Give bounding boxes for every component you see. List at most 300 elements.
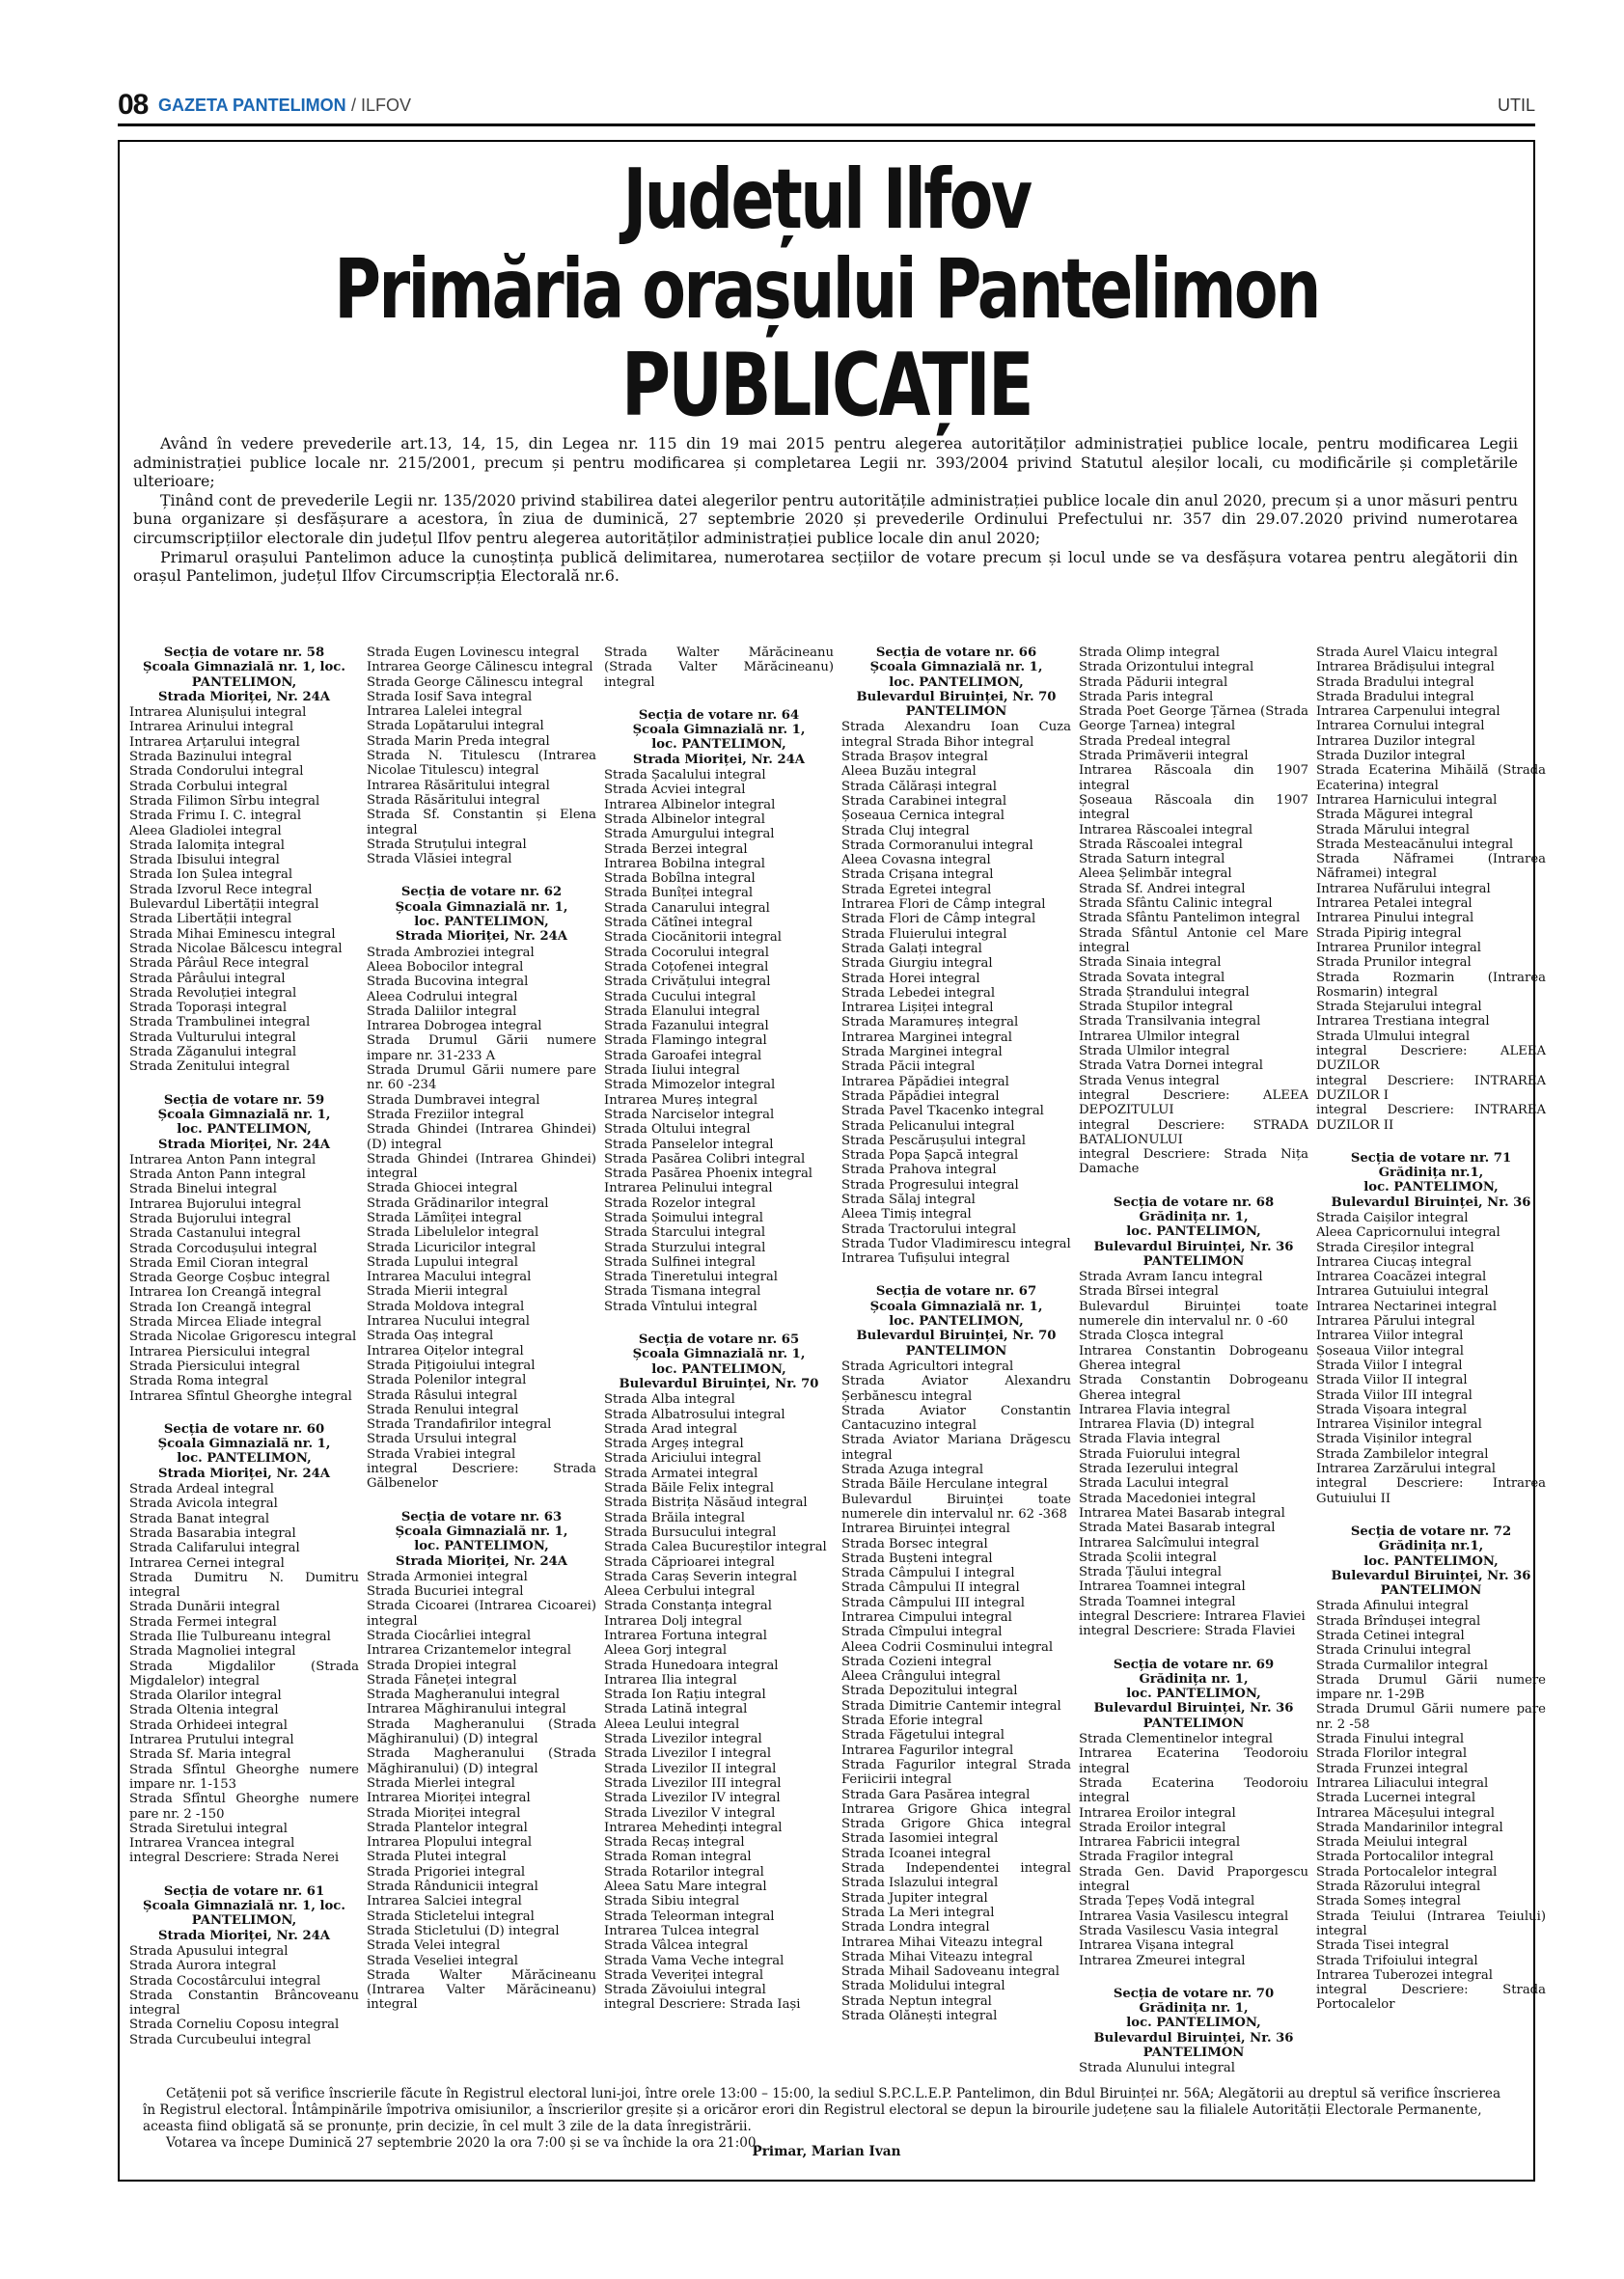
heading-line: PANTELIMON xyxy=(1142,1253,1245,1269)
street-line: Strada Galați integral xyxy=(841,941,982,956)
heading-line: loc. PANTELIMON, xyxy=(177,1451,312,1467)
street-line: Strada Orhideei integral xyxy=(129,1717,288,1733)
street-line: Strada Câmpului III integral xyxy=(841,1595,1025,1610)
heading-line: Secția de votare nr. 62 xyxy=(400,885,563,900)
heading-line: Bulevardul Biruinței, Nr. 36 xyxy=(1093,2030,1294,2046)
heading-line: PANTELIMON xyxy=(905,1343,1007,1359)
street-line: Strada Egretei integral xyxy=(841,882,992,897)
street-line: Strada Sulfinei integral xyxy=(604,1254,756,1270)
publication-region: / ILFOV xyxy=(351,96,412,115)
street-line: Intrarea Macului integral xyxy=(367,1270,532,1285)
street-line: Intrarea Biruinței integral xyxy=(841,1522,1010,1537)
street-line: Strada Elanului integral xyxy=(604,1003,760,1019)
street-line: Strada Portocalelor integral xyxy=(1316,1864,1498,1880)
heading-line: PANTELIMON xyxy=(1142,2046,1245,2061)
street-line: Strada Meiului integral xyxy=(1316,1835,1468,1851)
street-line: Strada Dumitru N. Dumitru integral xyxy=(129,1570,359,1601)
column-5 xyxy=(1079,645,1308,2076)
street-line: Aleea Codrului integral xyxy=(367,989,518,1004)
street-line: Strada Macedoniei integral xyxy=(1079,1491,1256,1506)
street-line: Strada Depozitului integral xyxy=(841,1684,1018,1699)
street-line: Strada Veseliei integral xyxy=(367,1953,518,1968)
street-line: Strada Fragilor integral xyxy=(1079,1850,1234,1865)
street-line: Strada Tudor Vladimirescu integral xyxy=(841,1236,1071,1251)
street-line: Strada Agricultori integral xyxy=(841,1359,1014,1374)
street-line: Strada Sfântul Antonie cel Mare integral xyxy=(1079,925,1308,955)
page-number: 08 xyxy=(118,89,149,121)
street-line: Strada Ariciului integral xyxy=(604,1451,761,1467)
street-line: Strada Ulmilor integral xyxy=(1079,1044,1230,1059)
street-line: Intrarea Prutului integral xyxy=(129,1733,294,1748)
street-line: Strada Alunului integral xyxy=(1079,2061,1235,2076)
heading-line: Școala Gimnazială nr. 1, loc. xyxy=(143,660,345,675)
street-line: Strada Independentei integral Strada Islazului integral xyxy=(841,1861,1071,1891)
street-line: Strada Molidului integral xyxy=(841,1979,1005,1994)
street-line: Intrarea Toamnei integral xyxy=(1079,1579,1246,1595)
street-line: Strada Pasărea Phoenix integral xyxy=(604,1167,813,1182)
spacer xyxy=(129,1404,359,1422)
heading-line: loc. PANTELIMON, xyxy=(1363,1180,1499,1195)
street-line: Strada Recaș integral xyxy=(604,1835,745,1851)
heading-line: Secția de votare nr. 71 xyxy=(1350,1150,1512,1166)
intro-paragraph: Primarul orașului Pantelimon aduce la cunoștința publică delimitarea, numerotarea secțiilor de votare precum și locul unde se va desfășura votarea pentru alegătorii din orașul Pantelimon, județul Ilfov Circumscripția Electorală nr.6. xyxy=(133,547,1518,586)
street-line: Strada Dunării integral xyxy=(129,1600,280,1615)
street-line: Intrarea Coacăzei integral xyxy=(1316,1270,1487,1285)
heading-line: PANTELIMON xyxy=(1142,1716,1245,1731)
street-line: Strada Moldova integral xyxy=(367,1299,525,1314)
street-line: Intrarea Crizantemelor integral xyxy=(367,1643,571,1659)
street-line: Strada Magheranului integral xyxy=(367,1688,561,1703)
street-line: Strada Trandafirilor integral xyxy=(367,1417,552,1433)
section-label: UTIL xyxy=(1497,96,1535,115)
street-line: Strada Corcodușului integral xyxy=(129,1241,317,1256)
street-line: Strada Dumbravei integral xyxy=(367,1092,540,1108)
street-line: Șoseaua Viilor integral xyxy=(1316,1343,1464,1359)
street-line: Strada Bazinului integral xyxy=(129,750,292,765)
street-line: Strada Latină integral xyxy=(604,1702,748,1717)
spacer xyxy=(841,1266,1071,1284)
street-line: Intrarea Ecaterina Teodoroiu integral xyxy=(1079,1746,1308,1776)
street-line: Strada Avram Iancu integral xyxy=(1079,1270,1263,1285)
street-line: Strada Stupilor integral xyxy=(1079,1000,1233,1015)
street-line: Strada Băile Herculane integral xyxy=(841,1477,1048,1493)
heading-line: Bulevardul Biruinței, Nr. 36 xyxy=(1331,1568,1531,1583)
heading-line: loc. PANTELIMON, xyxy=(651,737,786,753)
street-line: Strada Libertății integral xyxy=(129,912,292,927)
heading-line: Școala Gimnazială nr. 1, xyxy=(395,899,568,915)
street-line: Intrarea Matei Basarab integral xyxy=(1079,1505,1285,1521)
street-line: Strada Oaș integral xyxy=(367,1329,494,1344)
title-city-hall: Primăria orașului Pantelimon xyxy=(334,241,1319,338)
street-line: Strada Vrabiei integral xyxy=(367,1446,516,1462)
street-line: Intrarea Nufărului integral xyxy=(1316,881,1491,896)
street-line: Strada Cozieni integral xyxy=(841,1654,992,1669)
spacer xyxy=(367,1492,596,1510)
street-line: Strada Borsec integral xyxy=(841,1536,988,1551)
street-line: Strada Cătînei integral xyxy=(604,916,753,931)
street-line: Strada Florilor integral xyxy=(1316,1746,1468,1762)
street-line: Strada Oltenia integral xyxy=(129,1703,279,1718)
street-line: Strada Rozmarin (Intrarea Rosmarin) integral xyxy=(1316,970,1546,1000)
street-line: Intrarea Zarzărului integral xyxy=(1316,1462,1497,1477)
spacer xyxy=(1079,1968,1308,1987)
publication-name: GAZETA PANTELIMON xyxy=(158,96,346,115)
heading-line: Bulevardul Biruinței, Nr. 36 xyxy=(1093,1239,1294,1254)
heading-line: Grădinița nr. 1, xyxy=(1139,1209,1249,1224)
street-line: Șoseaua Răscoala din 1907 integral xyxy=(1079,792,1308,823)
street-line: Strada Jupiter integral xyxy=(841,1890,988,1906)
street-line: Strada Zăvoiului integral xyxy=(604,1983,766,1998)
heading-line: Secția de votare nr. 66 xyxy=(875,645,1037,660)
street-line: Strada Vulturului integral xyxy=(129,1030,296,1045)
street-line: Strada Băile Felix integral xyxy=(604,1481,774,1496)
street-line: Strada Fazanului integral xyxy=(604,1019,769,1034)
heading-line: Strada Mioriței, Nr. 24A xyxy=(395,929,568,945)
street-line: Intrarea George Călinescu integral xyxy=(367,660,593,675)
street-line: Strada Vișinilor integral xyxy=(1316,1432,1473,1447)
street-line: Strada Lucernei integral xyxy=(1316,1791,1476,1806)
street-line: Intrarea Tulcea integral xyxy=(604,1923,759,1938)
street-line: Aleea Codrii Cosminului integral xyxy=(841,1639,1054,1655)
heading-line: Școala Gimnazială nr. 1, xyxy=(632,1347,806,1362)
street-line: Strada Aviator Constantin Cantacuzino integral xyxy=(841,1403,1071,1434)
street-line: Strada Walter Mărăcineanu (Strada Valter Mărăcineanu) integral xyxy=(604,645,834,690)
street-line: Strada Albinelor integral xyxy=(604,811,765,827)
column-3 xyxy=(604,645,834,2013)
street-line: Aleea Leului integral xyxy=(604,1716,740,1732)
street-line: integral Descriere: Strada Nerei xyxy=(129,1851,340,1866)
street-line: Strada Aviator Alexandru Șerbănescu integral xyxy=(841,1374,1071,1404)
street-line: Strada Mihail Sadoveanu integral xyxy=(841,1964,1060,1980)
street-line: Intrarea Cornului integral xyxy=(1316,719,1485,734)
street-line: Intrarea Nectarinei integral xyxy=(1316,1299,1498,1314)
polling-section-heading xyxy=(1316,1524,1546,1598)
street-line: Intrarea Tufișului integral xyxy=(841,1251,1010,1267)
street-line: Strada Aurel Vlaicu integral xyxy=(1316,645,1499,660)
street-line: Strada Bistrița Năsăud integral xyxy=(604,1496,808,1511)
street-line: Strada Drumul Gării numere pare nr. 60 -234 xyxy=(367,1063,596,1093)
street-line: Strada Mierii integral xyxy=(367,1284,509,1300)
street-line: Strada Școlii integral xyxy=(1079,1550,1217,1565)
street-line: Strada Paris integral xyxy=(1079,689,1214,704)
street-line: Strada Progresului integral xyxy=(841,1177,1019,1193)
street-line: Strada Răsăritului integral xyxy=(367,792,540,808)
street-line: Strada Livezilor I integral xyxy=(604,1746,772,1762)
heading-line: Școala Gimnazială nr. 1, xyxy=(869,1299,1043,1314)
street-line: Strada Cîmpului integral xyxy=(841,1625,1003,1640)
street-line: Intrarea Gutuiului integral xyxy=(1316,1284,1489,1300)
street-line: Aleea Crângului integral xyxy=(841,1669,1001,1685)
street-line: Strada Nicolae Grigorescu integral xyxy=(129,1330,357,1345)
street-line: Strada Mărului integral xyxy=(1316,822,1470,837)
street-line: Strada Izvorul Rece integral xyxy=(129,882,313,897)
street-line: Intrarea Salciei integral xyxy=(367,1894,522,1909)
street-line: Strada Șacalului integral xyxy=(604,768,766,783)
street-line: Strada Albatrosului integral xyxy=(604,1407,785,1422)
street-line: Strada Gen. David Praporgescu integral xyxy=(1079,1864,1308,1895)
street-line: Strada Grădinarilor integral xyxy=(367,1195,549,1211)
street-line: Strada Bîrsei integral xyxy=(1079,1284,1219,1300)
street-line: integral Descriere: Intrarea Flaviei xyxy=(1079,1609,1306,1624)
street-line: Strada Sfântu Pantelimon integral xyxy=(1079,911,1301,926)
street-line: Intrarea Albinelor integral xyxy=(604,797,776,812)
heading-line: PANTELIMON, xyxy=(191,1913,297,1929)
street-line: Strada Răzorului integral xyxy=(1316,1880,1481,1895)
heading-line: Bulevardul Biruinței, Nr. 70 xyxy=(856,1329,1057,1344)
street-line: Intrarea Eroilor integral xyxy=(1079,1805,1236,1821)
street-line: Strada Tineretului integral xyxy=(604,1270,778,1285)
street-line: Strada Orizontului integral xyxy=(1079,660,1254,675)
heading-line: Strada Mioriței, Nr. 24A xyxy=(395,1553,568,1569)
street-line: Șoseaua Cernica integral xyxy=(841,809,1005,824)
street-line: Strada Drumul Gării numere impare nr. 1-29B xyxy=(1316,1672,1546,1703)
street-line: Intrarea Fortuna integral xyxy=(604,1629,767,1643)
polling-section-heading xyxy=(1079,1195,1308,1269)
heading-line: Școala Gimnazială nr. 1, xyxy=(157,1437,331,1452)
street-line: Aleea Capricornului integral xyxy=(1316,1225,1500,1241)
street-line: Strada Arad integral xyxy=(604,1421,737,1437)
spacer xyxy=(604,1314,834,1332)
street-line: Strada Transilvania integral xyxy=(1079,1014,1261,1030)
street-line: Strada Tisei integral xyxy=(1316,1938,1449,1954)
street-line: Strada Vișoara integral xyxy=(1316,1402,1468,1417)
street-line: Intrarea Ilia integral xyxy=(604,1672,737,1688)
street-line: Intrarea Dolj integral xyxy=(604,1613,742,1629)
column-1 xyxy=(129,645,359,2047)
street-line: Intrarea Vișana integral xyxy=(1079,1938,1234,1954)
street-line: Strada Iosif Sava integral xyxy=(367,689,533,704)
street-line: Strada Trifoiului integral xyxy=(1316,1953,1478,1968)
street-line: Intrarea Bobilna integral xyxy=(604,856,766,871)
street-line: Strada Emil Cioran integral xyxy=(129,1255,309,1271)
heading-line: Școala Gimnazială nr. 1, xyxy=(632,723,806,738)
heading-line: Bulevardul Biruinței, Nr. 70 xyxy=(619,1376,819,1391)
heading-line: loc. PANTELIMON, xyxy=(889,1314,1024,1330)
street-line: Strada Prigoriei integral xyxy=(367,1864,526,1880)
street-line: Strada Vatra Dornei integral xyxy=(1079,1058,1263,1074)
street-line: Strada Livezilor IV integral xyxy=(604,1791,781,1806)
street-line: Strada Primăverii integral xyxy=(1079,749,1249,764)
street-line: Strada Ecaterina Mihăilă (Strada Ecaterina) integral xyxy=(1316,763,1546,793)
street-line: Strada Amurgului integral xyxy=(604,827,775,842)
street-line: Intrarea Pinului integral xyxy=(1316,911,1474,926)
street-line: Strada Castanului integral xyxy=(129,1226,301,1242)
street-line: Strada Pescărușului integral xyxy=(841,1133,1026,1148)
street-line: Strada Sfântu Calinic integral xyxy=(1079,896,1273,912)
street-line: Strada Eugen Lovinescu integral xyxy=(367,645,580,660)
heading-line: Secția de votare nr. 61 xyxy=(163,1883,325,1899)
street-line: Strada Vâlcea integral xyxy=(604,1938,749,1954)
street-line: Intrarea Sfîntul Gheorghe integral xyxy=(129,1388,352,1404)
heading-line: Secția de votare nr. 67 xyxy=(875,1284,1037,1300)
heading-line: loc. PANTELIMON, xyxy=(414,915,549,930)
street-line: Intrarea Liliacului integral xyxy=(1316,1775,1489,1791)
street-line: Strada Dropiei integral xyxy=(367,1658,517,1673)
street-line: Strada Curmalilor integral xyxy=(1316,1658,1488,1673)
street-line: Strada Constanța integral xyxy=(604,1599,772,1614)
street-line: Aleea Cerbului integral xyxy=(604,1584,756,1600)
street-line: Strada Pelicanului integral xyxy=(841,1118,1015,1134)
street-line: integral Descriere: Intrarea Gutuiului II xyxy=(1316,1476,1546,1506)
street-line: Intrarea Pelinului integral xyxy=(604,1181,773,1196)
street-line: Strada Matei Basarab integral xyxy=(1079,1521,1276,1536)
street-line: Strada Piersicului integral xyxy=(129,1359,300,1374)
street-line: Strada Azuga integral xyxy=(841,1463,984,1478)
street-line: Strada Răscoalei integral xyxy=(1079,837,1243,852)
street-line: Strada Ambroziei integral xyxy=(367,945,535,960)
street-line: Strada Cocostârcului integral xyxy=(129,1973,321,1989)
street-line: Strada Canarului integral xyxy=(604,900,770,916)
polling-section-heading xyxy=(367,1510,596,1569)
heading-line: loc. PANTELIMON, xyxy=(651,1361,786,1377)
header-rule xyxy=(118,124,1535,126)
street-line: Strada Libelulelor integral xyxy=(367,1225,539,1241)
street-line: Strada Făgetului integral xyxy=(841,1728,1005,1744)
street-line: Intrarea Răsăritului integral xyxy=(367,778,550,793)
street-line: Strada Mihai Viteazu integral xyxy=(841,1949,1033,1964)
street-line: Strada Calea Bucureștilor integral xyxy=(604,1540,827,1555)
street-line: Strada Călărași integral xyxy=(841,779,998,794)
intro-paragraph: Ținând cont de prevederile Legii nr. 135/2020 privind stabilirea datei alegerilor pentru autoritățile administrației publice locale din anul 2020, precum și a unor măsuri pentru buna organizare și desfășurare a acestora, în ziua de duminică, 27 septembrie 2020 și prevederile Ordinului Prefectului nr. 357 din 29.07.2020 privind numerotarea circumscripțiilor electorale din județul Ilfov pentru alegerea autorităților administrației publice locale din anul 2020; xyxy=(133,490,1518,547)
street-line: Strada Licuricilor integral xyxy=(367,1240,537,1255)
street-line: Strada Panselelor integral xyxy=(604,1137,774,1152)
street-line: Strada Rotarilor integral xyxy=(604,1864,764,1880)
street-line: Strada Ion Șulea integral xyxy=(129,867,293,883)
street-line: Strada Păcii integral xyxy=(841,1059,976,1075)
polling-section-heading xyxy=(1079,1658,1308,1731)
street-line: Intrarea Părului integral xyxy=(1316,1314,1475,1330)
street-line: Intrarea Fagurilor integral xyxy=(841,1743,1014,1758)
street-line: Strada Mesteacănului integral xyxy=(1316,837,1514,852)
spacer xyxy=(129,1075,359,1093)
street-line: Strada Fâneței integral xyxy=(367,1672,517,1688)
heading-line: Secția de votare nr. 70 xyxy=(1113,1986,1275,2001)
street-line: Intrarea Măghiranului integral xyxy=(367,1702,566,1717)
street-line: Strada Zăganului integral xyxy=(129,1045,297,1060)
street-line: Strada Cluj integral xyxy=(841,823,970,838)
polling-section-heading xyxy=(841,1284,1071,1358)
street-line: Strada Garoafei integral xyxy=(604,1048,762,1063)
polling-section-heading xyxy=(129,1093,359,1152)
street-line: Intrarea Flori de Câmp integral xyxy=(841,897,1046,913)
street-line: Bulevardul Biruinței toate numerele din intervalul nr. 0 -60 xyxy=(1079,1299,1308,1330)
street-line: Strada Berzei integral xyxy=(604,841,748,857)
street-line: Intrarea Nucului integral xyxy=(367,1314,531,1330)
street-line: Strada Cucului integral xyxy=(604,989,757,1004)
street-line: Strada Ialomița integral xyxy=(129,837,285,853)
street-line: Strada Cireșilor integral xyxy=(1316,1240,1474,1255)
street-line: Strada Bujorului integral xyxy=(129,1211,291,1226)
spacer xyxy=(1316,1506,1546,1524)
street-line: Strada Prahova integral xyxy=(841,1163,997,1178)
street-line: Strada Revoluției integral xyxy=(129,985,297,1001)
street-line: Strada Marin Preda integral xyxy=(367,733,550,749)
street-line: Strada Viilor III integral xyxy=(1316,1387,1473,1403)
street-line: Strada Brîndușei integral xyxy=(1316,1613,1481,1629)
street-line: Strada Fluierului integral xyxy=(841,926,1007,942)
footer-paragraph: Cetățenii pot să verifice înscrierile făcute în Registrul electoral luni-joi, între orele 13:00 – 15:00, la sediul S.P.C.L.E.P. Pantelimon, din Bdul Biruinței nr. 56A; Alegătorii au dreptul să verifice înscrierea în Registrul electoral. Întâmpinările împotriva omisiunilor, a înscrierilor greșite și a oricăror erori din Registrul electoral se depun la birourile județene sau la filialele Autorității Electorale Permanente, aceasta fiind obligată să se pronunțe, prin decizie, în cel mult 3 zile de la data înregistrării. xyxy=(143,2086,1501,2134)
heading-line: PANTELIMON xyxy=(905,704,1007,720)
street-line: Strada Aviator Mariana Drăgescu integral xyxy=(841,1433,1071,1463)
street-line: Strada Livezilor II integral xyxy=(604,1761,777,1776)
street-line: Strada Vlăsiei integral xyxy=(367,852,512,867)
heading-line: Secția de votare nr. 65 xyxy=(638,1332,800,1348)
street-line: Intrarea Bujorului integral xyxy=(129,1196,302,1212)
street-line: Intrarea Arțarului integral xyxy=(129,734,300,750)
street-line: Strada Trambulinei integral xyxy=(129,1015,311,1030)
heading-line: Bulevardul Biruinței, Nr. 36 xyxy=(1093,1701,1294,1716)
street-line: Strada Predeal integral xyxy=(1079,733,1231,749)
street-line: Intrarea Vișinilor integral xyxy=(1316,1417,1482,1433)
street-line: Strada Anton Pann integral xyxy=(129,1167,306,1183)
street-line: Intrarea Salcîmului integral xyxy=(1079,1535,1259,1551)
street-line: Intrarea Păpădiei integral xyxy=(841,1074,1009,1089)
heading-line: Bulevardul Biruinței, Nr. 36 xyxy=(1331,1194,1531,1210)
heading-line: loc. PANTELIMON, xyxy=(1126,1224,1261,1240)
street-line: Strada Mimozelor integral xyxy=(604,1078,776,1093)
street-line: Strada Duzilor integral xyxy=(1316,749,1466,764)
street-line: Strada Cetinei integral xyxy=(1316,1629,1465,1643)
street-line: Strada Sticletului (D) integral xyxy=(367,1923,560,1938)
street-line: Strada Pârâul Rece integral xyxy=(129,956,309,972)
street-line: Strada Pavel Tkacenko integral xyxy=(841,1104,1044,1119)
spacer xyxy=(1316,1133,1546,1151)
footer-note xyxy=(143,2086,1513,2152)
street-line: Strada Corneliu Coposu integral xyxy=(129,2018,340,2033)
street-line: Intrarea Lalelei integral xyxy=(367,704,523,720)
polling-section-heading xyxy=(129,1884,359,1943)
street-line: Intrarea Răscoalei integral xyxy=(1079,822,1253,837)
street-line: Strada Coțofenei integral xyxy=(604,959,769,975)
street-line: Strada Cloșca integral xyxy=(1079,1329,1225,1344)
street-line: Strada Migdalilor (Strada Migdalelor) integral xyxy=(129,1659,359,1689)
heading-line: Secția de votare nr. 58 xyxy=(163,645,325,660)
street-line: Strada Pipirig integral xyxy=(1316,925,1462,941)
street-line: Strada Lopătarului integral xyxy=(367,719,544,734)
street-line: Strada Lebedei integral xyxy=(841,985,996,1001)
heading-line: Grădinița nr. 1, xyxy=(1139,1671,1249,1687)
street-line: integral Descriere: Strada Iași xyxy=(604,1997,801,2013)
street-line: Strada Olimp integral xyxy=(1079,645,1221,660)
street-line: Strada Finului integral xyxy=(1316,1732,1465,1747)
street-line: Strada Velei integral xyxy=(367,1938,501,1954)
street-line: Aleea Satu Mare integral xyxy=(604,1880,767,1895)
title-county: Județul Ilfov xyxy=(622,151,1031,248)
street-line: Strada Năframei (Intrarea Năframei) integral xyxy=(1316,852,1546,882)
street-line: Strada Bobîlna integral xyxy=(604,871,756,887)
street-line: Intrarea Ion Creangă integral xyxy=(129,1285,321,1301)
street-line: Strada Fuiorului integral xyxy=(1079,1446,1241,1462)
street-line: Strada George Coșbuc integral xyxy=(129,1271,330,1286)
street-line: integral Descriere: Strada Flaviei xyxy=(1079,1624,1296,1639)
street-line: Intrarea Flavia (D) integral xyxy=(1079,1417,1254,1433)
street-line: Strada Cicoarei (Intrarea Cicoarei) integral xyxy=(367,1599,596,1629)
street-line: Strada N. Titulescu (Intrarea Nicolae Titulescu) integral xyxy=(367,749,596,779)
street-line: Aleea Bobocilor integral xyxy=(367,959,524,975)
street-line: Strada Struțului integral xyxy=(367,837,527,852)
street-line: integral Descriere: INTRAREA DUZILOR I xyxy=(1316,1073,1546,1103)
street-line: Intrarea Vrancea integral xyxy=(129,1836,295,1852)
heading-line: loc. PANTELIMON, xyxy=(1126,2016,1261,2031)
street-line: Intrarea Harnicului integral xyxy=(1316,792,1498,808)
street-line: Strada Zenitului integral xyxy=(129,1059,290,1075)
column-2 xyxy=(367,645,596,2013)
street-line: integral Descriere: Strada Portocalelor xyxy=(1316,1983,1546,2013)
street-line: Strada Giurgiu integral xyxy=(841,956,993,972)
street-line: Intrarea Anton Pann integral xyxy=(129,1152,317,1167)
street-line: Intrarea Dobrogea integral xyxy=(367,1019,542,1034)
street-line: Intrarea Constantin Dobrogeanu Gherea integral xyxy=(1079,1343,1308,1373)
